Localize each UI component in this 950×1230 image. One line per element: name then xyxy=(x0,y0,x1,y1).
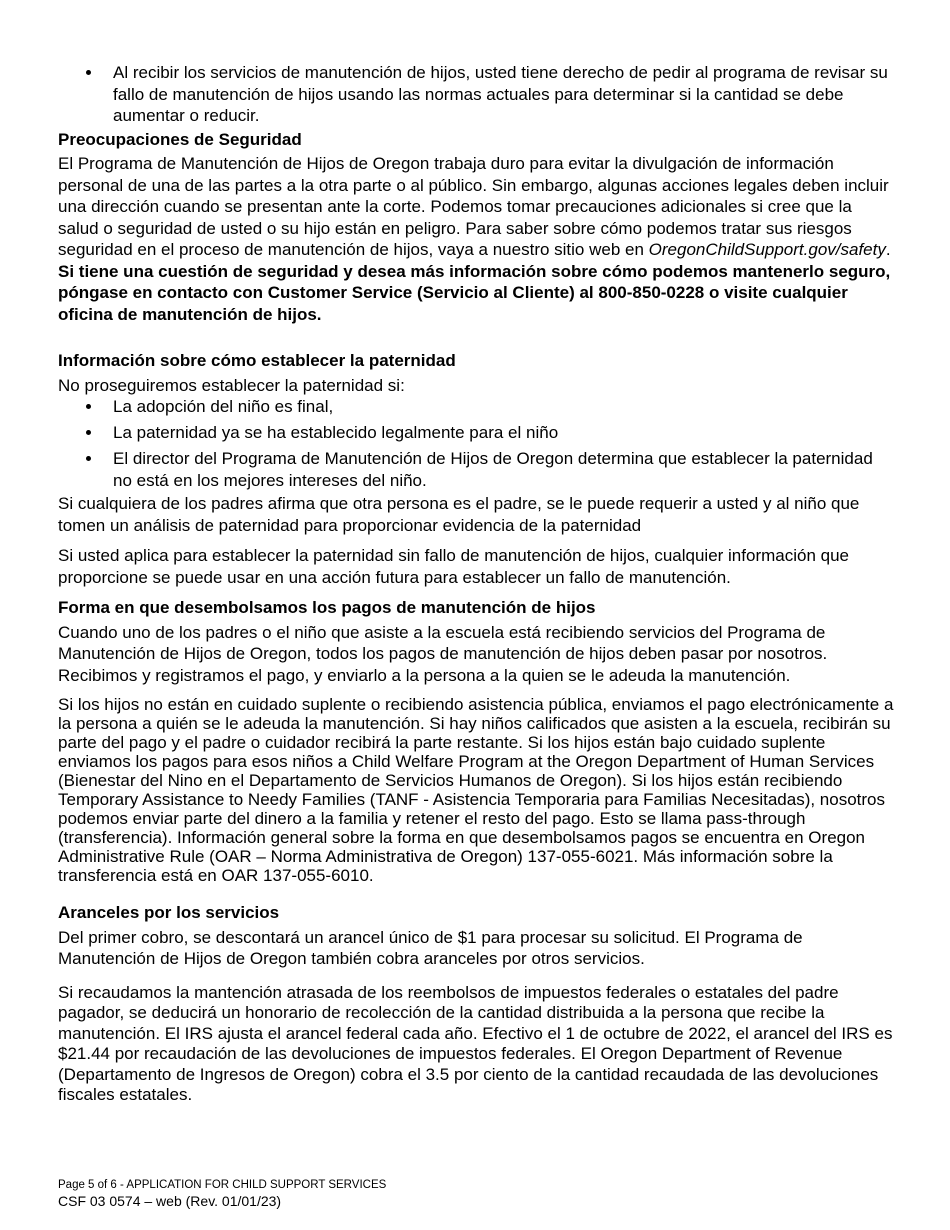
document-content xyxy=(58,62,894,1115)
text-run: . xyxy=(885,240,891,259)
text-run: Si cualquiera de los padres afirma que otra persona es el padre, se le puede requerir a usted y al niño que tomen un análisis de paternidad para proporcionar evidencia de la paternidad xyxy=(58,494,860,535)
text-run: No proseguiremos establecer la paternidad si: xyxy=(58,375,405,395)
text-run: Del primer cobro, se descontará un arancel único de $1 para procesar su solicitud. El Programa de Manutención de Hijos de Oregon también cobra aranceles por otros servicios. xyxy=(58,927,803,968)
disbursement-heading xyxy=(58,597,894,619)
disbursement-details-paragraph xyxy=(58,695,894,885)
paternity-application-paragraph xyxy=(58,545,894,588)
text-run: La paternidad ya se ha establecido legalmente para el niño xyxy=(113,423,559,442)
text-run: Si recaudamos la mantención atrasada de los reembolsos de impuestos federales o estatales del padre pagador, se deducirá un honorario de recolección de la cantidad distribuida a la persona que recibe la manutención. El IRS ajusta el arancel federal cada año. Efectivo el 1 de octubre de 2022, el arancel del IRS es $21.44 por recaudación de las devoluciones de impuestos federales. El Oregon Department of Revenue (Departamento de Ingresos de Oregon) cobra el 3.5 por ciento de la cantidad recaudada de las devoluciones fiscales estatales. xyxy=(58,982,893,1104)
section-gap xyxy=(58,894,894,902)
service-fees-intro-paragraph xyxy=(58,927,894,970)
text-run: Si tiene una cuestión de seguridad y desea más información sobre cómo podemos mantenerlo seguro, póngase en contacto con Customer Service (Servicio al Cliente) al 800-850-0228 o visite cualquier oficina de manutención de hijos. xyxy=(58,261,891,324)
service-fees-heading xyxy=(58,902,894,924)
text-run: Preocupaciones de Seguridad xyxy=(58,129,302,149)
text-run: Cuando uno de los padres o el niño que asiste a la escuela está recibiendo servicios del Programa de Manutención de Hijos de Oregon, todos los pagos de manutención de hijos deben pasar por nosotros. Recibimos y registramos el pago, y enviarlo a la persona a la quien se le adeuda la manutención. xyxy=(58,622,828,685)
text-run: Si usted aplica para establecer la paternidad sin fallo de manutención de hijos, cualquier información que proporcione se puede usar en una acción futura para establecer un fallo de manutención. xyxy=(58,546,849,587)
review-rights-bullet-list xyxy=(58,62,894,127)
footer-page-info: Page 5 of 6 - APPLICATION FOR CHILD SUPPORT SERVICES xyxy=(58,1179,387,1191)
disbursement-intro-paragraph xyxy=(58,622,894,687)
text-run: La adopción del niño es final, xyxy=(113,397,334,416)
text-run: Forma en que desembolsamos los pagos de manutención de hijos xyxy=(58,598,596,617)
paternity-info-heading xyxy=(58,350,894,372)
list-item xyxy=(58,448,894,491)
tax-refund-fees-paragraph xyxy=(58,983,894,1106)
text-run: Información sobre cómo establecer la paternidad xyxy=(58,351,456,370)
paternity-intro-line xyxy=(58,375,894,397)
text-run: OregonChildSupport.gov/safety xyxy=(648,240,886,259)
text-run: Al recibir los servicios de manutención de hijos, usted tiene derecho de pedir al programa de revisar su fallo de manutención de hijos usando las normas actuales para determinar si la cantidad se debe aumentar o reducir. xyxy=(113,63,888,125)
page-footer xyxy=(58,1178,386,1209)
text-run: Si los hijos no están en cuidado suplente o recibiendo asistencia pública, enviamos el pago electrónicamente a la persona a quién se le adeuda la manutención. Si hay niños calificados que asisten a la escuela, recibirán su parte del pago y el padre o cuidador recibirá la parte restante. Si los hijos están bajo cuidado suplente enviamos los pagos para esos niños a Child Welfare Program at the Oregon Department of Human Services (Bienestar del Nino en el Departamento de Servicios Humanos de Oregon). Si los hijos están recibiendo Temporary Assistance to Needy Families (TANF - Asistencia Temporaria para Familias Necesitadas), nosotros podemos enviar parte del dinero a la familia y retener el resto del pago. Esto se llama pass-through (transferencia). Información general sobre la forma en que desembolsamos pagos se encuentra en Oregon Administrative Rule (OAR – Norma Administrativa de Oregon) 137-055-6021. Más información sobre la transferencia está en OAR 137-055-6010. xyxy=(58,695,894,885)
text-run: El director del Programa de Manutención de Hijos de Oregon determina que establecer la paternidad no está en los mejores intereses del niño. xyxy=(113,449,873,490)
paternity-conditions-bullet-list xyxy=(58,396,894,491)
security-concerns-paragraph xyxy=(58,153,894,325)
list-item xyxy=(58,396,894,418)
paternity-test-paragraph xyxy=(58,493,894,536)
footer-form-number: CSF 03 0574 – web (Rev. 01/01/23) xyxy=(58,1192,282,1209)
text-run: Aranceles por los servicios xyxy=(58,903,280,922)
security-concerns-heading xyxy=(58,129,894,151)
list-item xyxy=(58,62,894,127)
text-run: El Programa de Manutención de Hijos de Oregon trabaja duro para evitar la divulgación de información personal de una de las partes a la otra parte o al público. Sin embargo, algunas acciones legales deben incluir una dirección cuando se presentan ante la corte. Podemos tomar precauciones adicionales si cree que la salud o seguridad de usted o su hijo están en peligro. Para saber sobre cómo podemos tratar sus riesgos seguridad en el proceso de manutención de hijos, vaya a nuestro sitio web en xyxy=(58,154,889,259)
list-item xyxy=(58,422,894,444)
section-gap xyxy=(58,334,894,350)
